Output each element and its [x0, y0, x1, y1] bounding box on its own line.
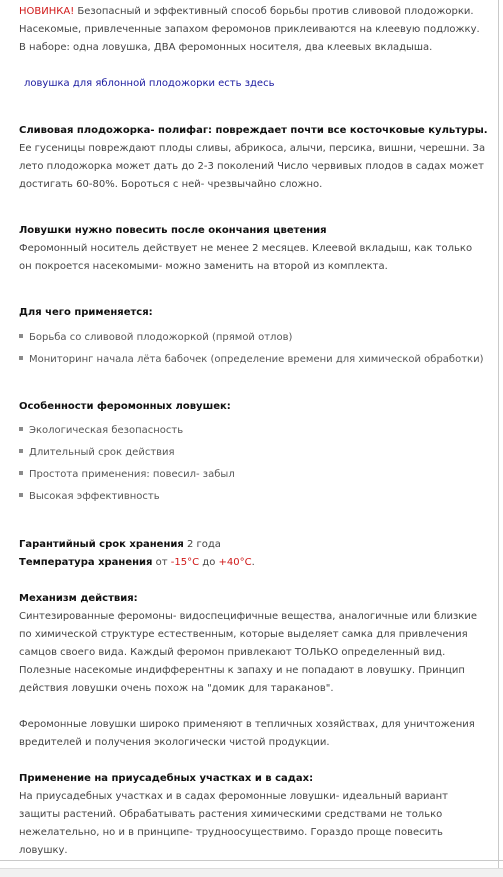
hanging-heading: Ловушки нужно повесить после окончания цветения [19, 225, 327, 236]
shelf-life-value: 2 года [183, 539, 221, 550]
polyphage-line-2: лето плодожорка может дать до 2-3 поколений Число червивых плодов в садах может [19, 161, 484, 172]
apple-moth-trap-link[interactable]: ловушка для яблонной плодожорки есть здесь [24, 78, 275, 89]
new-badge: НОВИНКА! [19, 6, 75, 17]
gardens-line-3: нежелательно, но и в принципе- трудноосуществимо. Гораздо проще повесить [19, 827, 443, 838]
gardens-line-1: На приусадебных участках и в садах феромонные ловушки- идеальный вариант [19, 791, 448, 802]
shelf-life-line [19, 538, 221, 552]
greenhouse-line-1: Феромонные ловушки широко применяют в тепличных хозяйствах, для уничтожения [19, 719, 475, 730]
temp-min: -15°С [170, 557, 200, 568]
intro-line-1: НОВИНКА! Безопасный и эффективный способ борьбы против сливовой плодожорки. [19, 6, 474, 17]
mechanism-line-5: действия ловушки очень похож на "домик для тараканов". [19, 683, 334, 694]
mechanism-heading: Механизм действия: [19, 593, 138, 604]
bottom-border [0, 860, 503, 861]
bullet-icon [19, 471, 23, 475]
shelf-life-label: Гарантийный срок хранения [19, 539, 184, 550]
usage-heading: Для чего применяется: [19, 307, 153, 318]
bullet-icon [19, 427, 23, 431]
bullet-icon [19, 449, 23, 453]
mechanism-line-2: по химической структуре естественным, которые выделяет самка для привлечения [19, 629, 468, 640]
bullet-icon [19, 334, 23, 338]
gardens-heading: Применение на приусадебных участках и в садах: [19, 773, 314, 784]
gardens-line-4: ловушку. [19, 845, 68, 856]
hanging-line-2: он покроется насекомыми- можно заменить на второй из комплекта. [19, 261, 388, 272]
feature-item: Экологическая безопасность [19, 424, 183, 438]
feature-item: Длительный срок действия [19, 446, 175, 460]
storage-temp-line: Температура хранения от -15°С до +40°С. [19, 557, 255, 568]
feature-item: Простота применения: повесил- забыл [19, 468, 235, 482]
intro-line-2: Насекомые, привлеченные запахом феромонов приклеиваются на клеевую подложку. [19, 24, 480, 35]
features-heading: Особенности феромонных ловушек: [19, 401, 231, 412]
hanging-line-1: Феромонный носитель действует не менее 2 месяцев. Клеевой вкладыш, как только [19, 243, 473, 254]
mechanism-line-1: Синтезированные феромоны- видоспецифичные вещества, аналогичные или близкие [19, 611, 477, 622]
bullet-icon [19, 356, 23, 360]
polyphage-line-3: достигать 60-80%. Бороться с ней- чрезвычайно сложно. [19, 179, 323, 190]
storage-temp-label: Температура хранения [19, 557, 153, 568]
mechanism-line-3: самцов своего вида. Каждый феромон привлекают ТОЛЬКО определенный вид. [19, 647, 446, 658]
temp-max: +40°С [218, 557, 252, 568]
polyphage-line-1: Ее гусеницы повреждают плоды сливы, абрикоса, алычи, персика, вишни, черешни. За [19, 143, 486, 154]
bullet-icon [19, 493, 23, 497]
right-border [498, 0, 499, 876]
intro-line-3: В наборе: одна ловушка, ДВА феромонных носителя, два клеевых вкладыша. [19, 42, 433, 53]
usage-item: Борьба со сливовой плодожоркой (прямой отлов) [19, 331, 292, 345]
gardens-line-2: защиты растений. Обрабатывать растения химическими средствами не только [19, 809, 443, 820]
usage-item: Мониторинг начала лёта бабочек (определение времени для химической обработки) [19, 353, 484, 367]
polyphage-heading: Сливовая плодожорка- полифаг: повреждает почти все косточковые культуры. [19, 125, 488, 136]
mechanism-line-4: Полезные насекомые индифферентны к запаху и не попадают в ловушку. Принцип [19, 665, 465, 676]
feature-item: Высокая эффективность [19, 490, 160, 504]
greenhouse-line-2: вредителей и получения экологически чистой продукции. [19, 737, 330, 748]
